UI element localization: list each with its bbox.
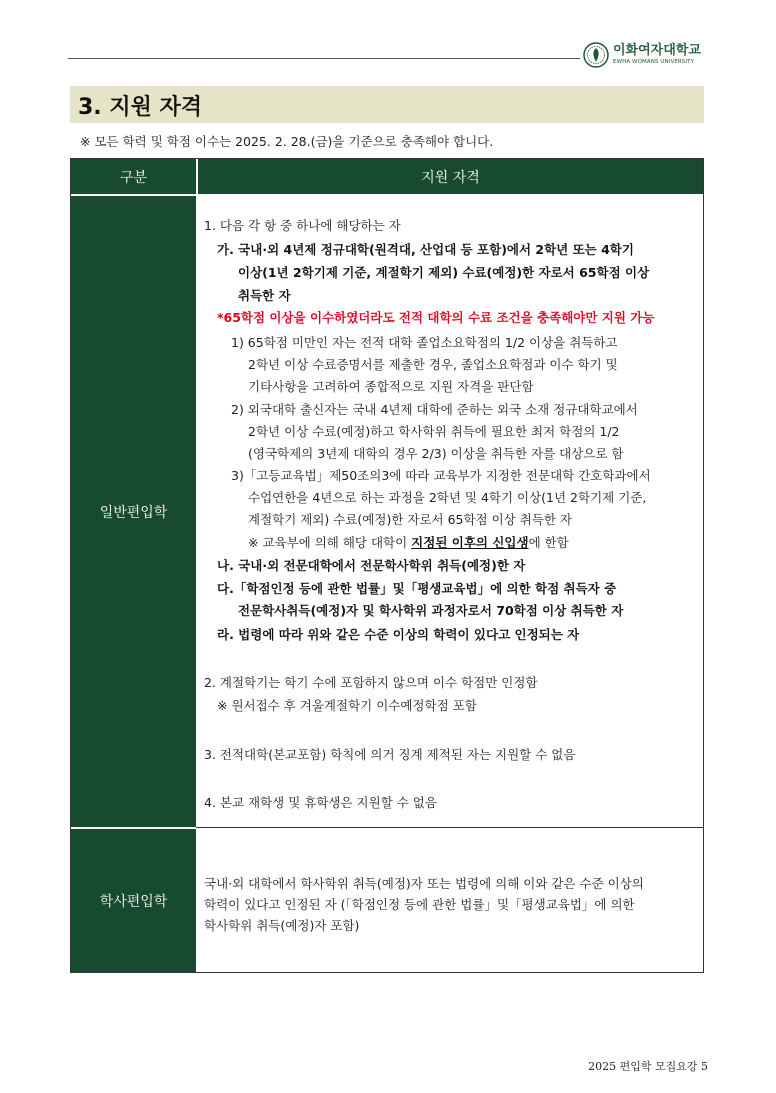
- designated-freshmen-emphasis: 지정된 이후의 신입생: [411, 535, 529, 550]
- general-item-1: 1. 다음 각 항 중 하나에 해당하는 자: [204, 218, 401, 233]
- header-qualification: 지원 자격: [198, 159, 703, 194]
- general-item-2: 2. 계절학기는 학기 수에 포함하지 않으며 이수 학점만 인정함: [204, 675, 538, 690]
- header-category: 구분: [71, 159, 196, 194]
- general-warning: *65학점 이상을 이수하였더라도 전적 대학의 수료 조건을 충족해야만 지원 가능: [217, 310, 655, 325]
- page-footer: 2025 편입학 모집요강 5: [588, 1060, 708, 1073]
- general-item-3: 3. 전적대학(본교포함) 학칙에 의거 징계 제적된 자는 지원할 수 없음: [204, 747, 576, 762]
- header-rule: [68, 58, 580, 59]
- university-name-ko: 이화여자대학교: [613, 43, 701, 58]
- general-sub1-line2: 2학년 이상 수료증명서를 제출한 경우, 졸업소요학점과 이수 학기 및: [248, 357, 618, 372]
- section-header: [70, 86, 704, 123]
- university-emblem-icon: [583, 42, 609, 68]
- general-sub3-line1: 3)「고등교육법」제50조의3에 따라 교육부가 지정한 전문대학 간호학과에서: [231, 468, 651, 483]
- bachelor-line2: 학력이 있다고 인정된 자 (「학점인정 등에 관한 법률」및「평생교육법」에 의한: [204, 897, 635, 912]
- general-item-da-line2: 전문학사취득(예정)자 및 학사학위 과정자로서 70학점 이상 취득한 자: [238, 603, 624, 618]
- general-sub3-line2: 수업연한을 4년으로 하는 과정을 2학년 및 4학기 이상(1년 2학기제 기준,: [248, 490, 647, 505]
- bachelor-line1: 국내·외 대학에서 학사학위 취득(예정)자 또는 법령에 의해 이와 같은 수준 이상의: [204, 876, 644, 891]
- general-sub2-line2: 2학년 이상 수료(예정)하고 학사학위 취득에 필요한 최저 학점의 1/2: [248, 424, 620, 439]
- general-item-2-note: ※ 원서접수 후 겨울계절학기 이수예정학점 포함: [217, 698, 477, 713]
- section-title: 3. 지원 자격: [78, 95, 202, 120]
- general-item-4: 4. 본교 재학생 및 휴학생은 지원할 수 없음: [204, 795, 437, 810]
- criteria-date-note: ※ 모든 학력 및 학점 이수는 2025. 2. 28.(금)을 기준으로 충족해야 합니다.: [80, 134, 494, 149]
- general-item-ga-line1: 가. 국내·외 4년제 정규대학(원격대, 산업대 등 포함)에서 2학년 또는 4학기: [217, 242, 634, 257]
- university-logo: [583, 42, 701, 68]
- general-item-ra: 라. 법령에 따라 위와 같은 수준 이상의 학력이 있다고 인정되는 자: [217, 627, 580, 642]
- category-general-transfer: 일반편입학: [71, 196, 196, 827]
- general-sub1-line1: 1) 65학점 미만인 자는 전적 대학 졸업소요학점의 1/2 이상을 취득하고: [231, 335, 618, 350]
- qualification-table: [70, 158, 704, 973]
- general-sub2-line3: (영국학제의 3년제 대학의 경우 2/3) 이상을 취득한 자를 대상으로 함: [248, 446, 624, 461]
- university-name-en: EWHA WOMANS UNIVERSITY: [613, 59, 695, 65]
- general-sub1-line3: 기타사항을 고려하여 종합적으로 지원 자격을 판단함: [248, 379, 534, 394]
- bachelor-line3: 학사학위 취득(예정)자 포함): [204, 918, 360, 933]
- general-sub2-line1: 2) 외국대학 출신자는 국내 4년제 대학에 준하는 외국 소재 정규대학교에서: [231, 402, 638, 417]
- row-divider: [196, 827, 703, 828]
- general-item-da-line1: 다.「학점인정 등에 관한 법률」및「평생교육법」에 의한 학점 취득자 중: [217, 581, 617, 596]
- general-item-ga-line3: 취득한 자: [238, 288, 291, 303]
- general-item-ga-line2: 이상(1년 2학기제 기준, 계절학기 제외) 수료(예정)한 자로서 65학점 이상: [238, 265, 650, 280]
- category-bachelor-transfer: 학사편입학: [71, 829, 196, 972]
- general-sub3-note: ※ 교육부에 의해 해당 대학이 지정된 이후의 신입생에 한함: [248, 535, 569, 550]
- general-item-na: 나. 국내·외 전문대학에서 전문학사학위 취득(예정)한 자: [217, 558, 526, 573]
- general-sub3-line3: 계절학기 제외) 수료(예정)한 자로서 65학점 이상 취득한 자: [248, 512, 573, 527]
